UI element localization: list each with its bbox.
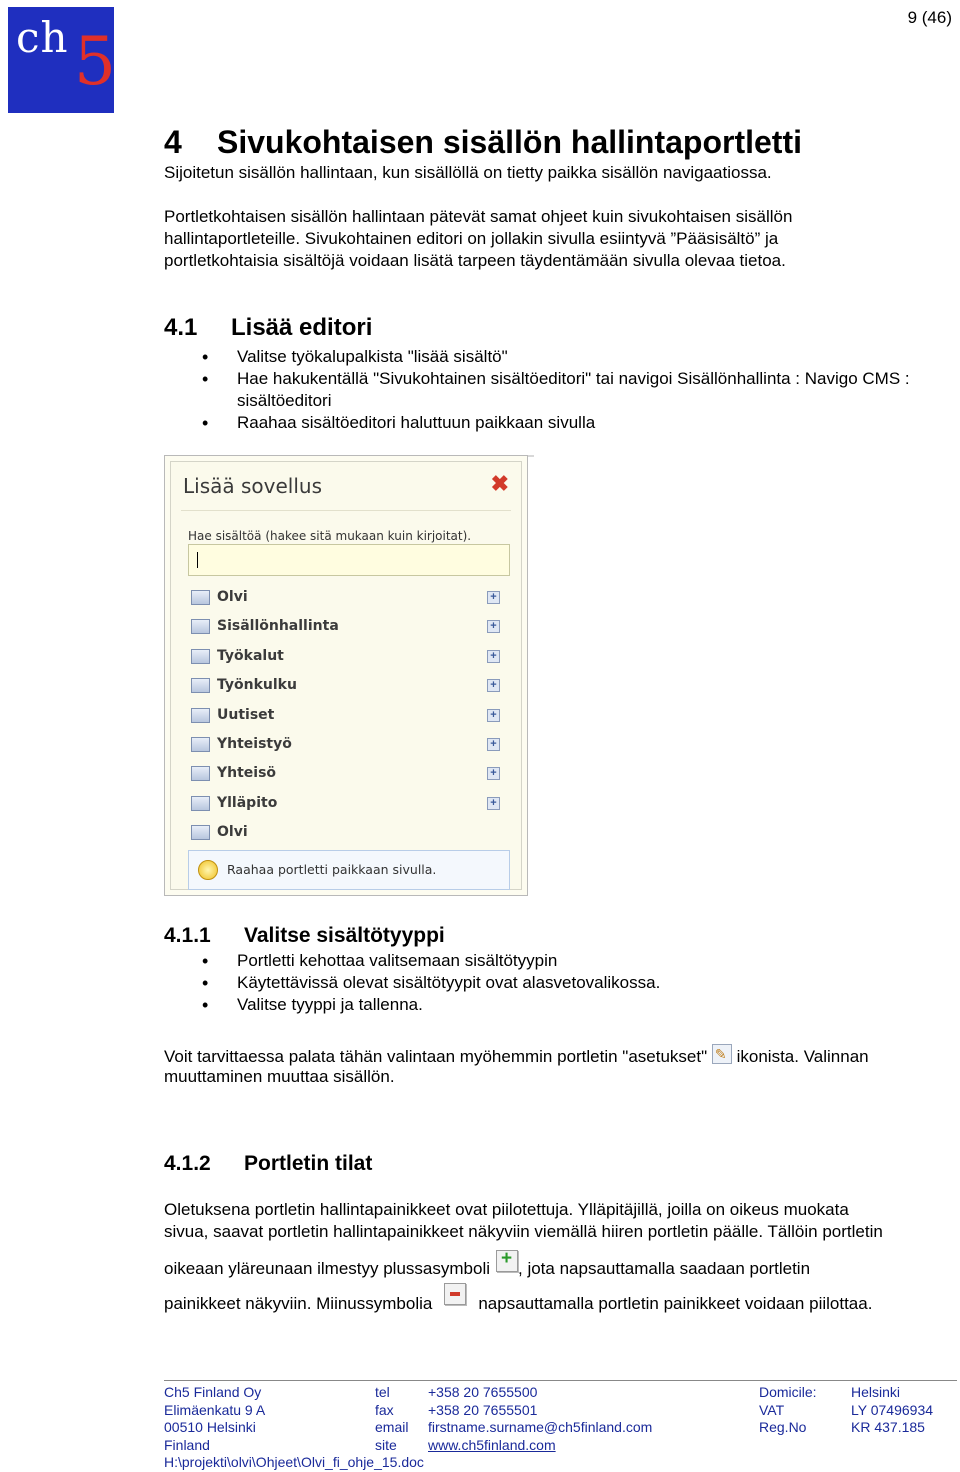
footer-vat: LY 07496934 xyxy=(851,1401,934,1418)
footer-label: site xyxy=(375,1436,397,1453)
para-text: ikonista. Valinnan xyxy=(736,1047,869,1066)
bullet-item: • Valitse työkalupalkista "lisää sisältö" xyxy=(164,346,954,368)
category-item-olvi[interactable] xyxy=(188,586,510,615)
section-4-1-heading xyxy=(164,314,372,342)
footer-label: tel xyxy=(375,1384,390,1400)
add-application-dialog xyxy=(164,455,528,896)
company-logo xyxy=(8,7,114,113)
section-4-1-1-para-line-2: muuttaminen muuttaa sisällön. xyxy=(164,1067,395,1086)
footer-contact-labels xyxy=(375,1384,425,1454)
folder-icon xyxy=(191,825,210,840)
category-item-yllapito[interactable] xyxy=(188,792,510,821)
footer-file-path: H:\projekti\olvi\Ohjeet\Olvi_fi_ohje_15.doc xyxy=(164,1454,424,1470)
dialog-panel xyxy=(170,461,522,890)
page-number: 9 (46) xyxy=(907,8,952,27)
section-4-para-line-1: Portletkohtaisen sisällön hallintaan pätevät samat ohjeet kuin sivukohtaisen sisällön xyxy=(164,207,793,226)
footer-fax: +358 20 7655501 xyxy=(428,1401,538,1418)
section-4-1-2-line-1: Oletuksena portletin hallintapainikkeet ovat piilotettuja. Ylläpitäjillä, joilla on oikeus muokata xyxy=(164,1200,849,1219)
drag-tip-box xyxy=(188,850,510,890)
expand-plus-icon[interactable]: + xyxy=(487,767,500,780)
expand-plus-icon[interactable]: + xyxy=(487,738,500,751)
category-label: Sisällönhallinta xyxy=(217,618,339,635)
text-caret xyxy=(197,552,198,568)
bullet-item: • Portletti kehottaa valitsemaan sisältötyypin xyxy=(164,950,954,972)
logo-text-ch: ch xyxy=(16,13,69,62)
category-label: Olvi xyxy=(217,589,248,605)
footer-site-link[interactable]: www.ch5finland.com xyxy=(428,1436,556,1453)
para-text: painikkeet näkyviin. Miinussymbolia xyxy=(164,1294,433,1313)
minus-icon xyxy=(444,1283,466,1305)
footer-label: Domicile: xyxy=(759,1384,817,1400)
section-4-subtitle: Sijoitetun sisällön hallintaan, kun sisällöllä on tietty paikka sisällön navigaatiossa. xyxy=(164,163,772,182)
footer-country: Finland xyxy=(164,1436,210,1453)
section-number: 4 xyxy=(164,124,182,160)
category-item-uutiset[interactable] xyxy=(188,704,510,733)
footer-email: firstname.surname@ch5finland.com xyxy=(428,1419,653,1435)
footer-domicile: Helsinki xyxy=(851,1384,901,1400)
section-4-1-2-heading xyxy=(164,1152,372,1176)
bullet-item: • Raahaa sisältöeditori haluttuun paikkaan sivulla xyxy=(164,412,954,434)
folder-icon xyxy=(191,796,210,811)
section-4-1-1-para-line-1 xyxy=(164,1044,869,1068)
bullet-item: • Hae hakukentällä "Sivukohtainen sisältöeditori" tai navigoi Sisällönhallinta : Navigo CMS : sisältöeditori xyxy=(164,368,954,412)
category-label: Työnkulku xyxy=(217,677,297,694)
footer-label: Reg.No xyxy=(759,1419,807,1435)
footer-company: Ch5 Finland Oy xyxy=(164,1384,262,1400)
expand-plus-icon[interactable]: + xyxy=(487,679,500,692)
bullet-item: • Valitse tyyppi ja tallenna. xyxy=(164,994,954,1016)
section-number: 4.1.2 xyxy=(164,1152,211,1175)
category-item-sisallonhallinta[interactable] xyxy=(188,615,510,644)
section-4-1-1-bullets xyxy=(164,950,954,1016)
footer-label: fax xyxy=(375,1401,394,1418)
section-4-1-1-heading xyxy=(164,924,445,948)
category-item-tyonkulku[interactable] xyxy=(188,674,510,703)
folder-icon xyxy=(191,678,210,693)
category-label: Ylläpito xyxy=(217,794,278,811)
folder-icon xyxy=(191,619,210,634)
footer-contact-values xyxy=(428,1384,748,1454)
section-4-1-2-line-2: sivua, saavat portletin hallintapainikkeet näkyviin viemällä hiiren portletin päälle. Tällöin portletin xyxy=(164,1222,883,1241)
category-label: Yhteisö xyxy=(217,765,277,782)
folder-icon xyxy=(191,649,210,664)
expand-plus-icon[interactable]: + xyxy=(487,650,500,663)
folder-icon xyxy=(191,766,210,781)
section-title: Valitse sisältötyyppi xyxy=(244,924,445,947)
section-title: Sivukohtaisen sisällön hallintaportletti xyxy=(217,124,802,160)
search-hint: Hae sisältöä (hakee sitä mukaan kuin kirjoitat). xyxy=(188,529,472,543)
close-icon[interactable]: ✖ xyxy=(490,471,509,496)
folder-icon xyxy=(191,708,210,723)
para-text: napsauttamalla portletin painikkeet voidaan piilottaa. xyxy=(478,1294,873,1313)
footer-label: email xyxy=(375,1419,409,1435)
category-item-tyokalut[interactable] xyxy=(188,645,510,674)
category-label: Olvi xyxy=(217,824,248,841)
category-item-yhteiso[interactable] xyxy=(188,762,510,791)
category-item-olvi-2[interactable] xyxy=(188,821,510,850)
drag-tip-text: Raahaa portletti paikkaan sivulla. xyxy=(227,862,437,877)
category-label: Työkalut xyxy=(217,647,284,664)
footer-divider xyxy=(164,1380,957,1381)
footer-registry-labels xyxy=(759,1384,844,1437)
footer-regno: KR 437.185 xyxy=(851,1419,925,1435)
section-number: 4.1 xyxy=(164,314,198,341)
dialog-divider xyxy=(181,510,511,511)
footer-label: VAT xyxy=(759,1401,785,1418)
section-4-para-line-3: portletkohtaisia sisältöjä voidaan lisätä tarpeen täydentämään sivulla olevaa tietoa. xyxy=(164,251,786,270)
section-4-heading xyxy=(164,124,802,161)
category-label: Yhteistyö xyxy=(217,735,292,752)
section-4-1-2-line-4 xyxy=(164,1283,872,1315)
category-label: Uutiset xyxy=(217,706,275,723)
expand-plus-icon[interactable]: + xyxy=(487,620,500,633)
expand-plus-icon[interactable]: + xyxy=(487,709,500,722)
footer-city: 00510 Helsinki xyxy=(164,1419,256,1435)
para-text: oikeaan yläreunaan ilmestyy plussasymboli xyxy=(164,1259,490,1278)
footer-registry-values xyxy=(851,1384,956,1437)
footer-street: Elimäenkatu 9 A xyxy=(164,1401,266,1418)
expand-plus-icon[interactable]: + xyxy=(487,591,500,604)
folder-icon xyxy=(191,590,210,605)
category-list xyxy=(188,586,510,851)
section-4-1-bullets xyxy=(164,346,954,434)
plus-icon xyxy=(496,1250,518,1272)
lightbulb-icon xyxy=(198,860,218,880)
category-item-yhteistyo[interactable] xyxy=(188,733,510,762)
section-title: Lisää editori xyxy=(231,314,373,341)
dialog-title: Lisää sovellus xyxy=(183,474,322,498)
section-4-1-2-line-3 xyxy=(164,1250,810,1280)
footer-phone: +358 20 7655500 xyxy=(428,1384,538,1400)
expand-plus-icon[interactable]: + xyxy=(487,797,500,810)
section-4-para-line-2: hallintaportleteille. Sivukohtainen editori on jollakin sivulla esiintyvä ”Pääsisältö” ja xyxy=(164,229,779,248)
section-number: 4.1.1 xyxy=(164,924,211,947)
search-input[interactable] xyxy=(188,544,510,576)
folder-icon xyxy=(191,737,210,752)
bullet-item: • Käytettävissä olevat sisältötyypit ovat alasvetovalikossa. xyxy=(164,972,954,994)
para-text: Voit tarvittaessa palata tähän valintaan myöhemmin portletin "asetukset" xyxy=(164,1047,708,1066)
section-title: Portletin tilat xyxy=(244,1152,373,1175)
para-text: , jota napsauttamalla saadaan portletin xyxy=(518,1259,811,1278)
logo-text-5: 5 xyxy=(74,23,116,100)
settings-edit-icon xyxy=(712,1044,732,1064)
